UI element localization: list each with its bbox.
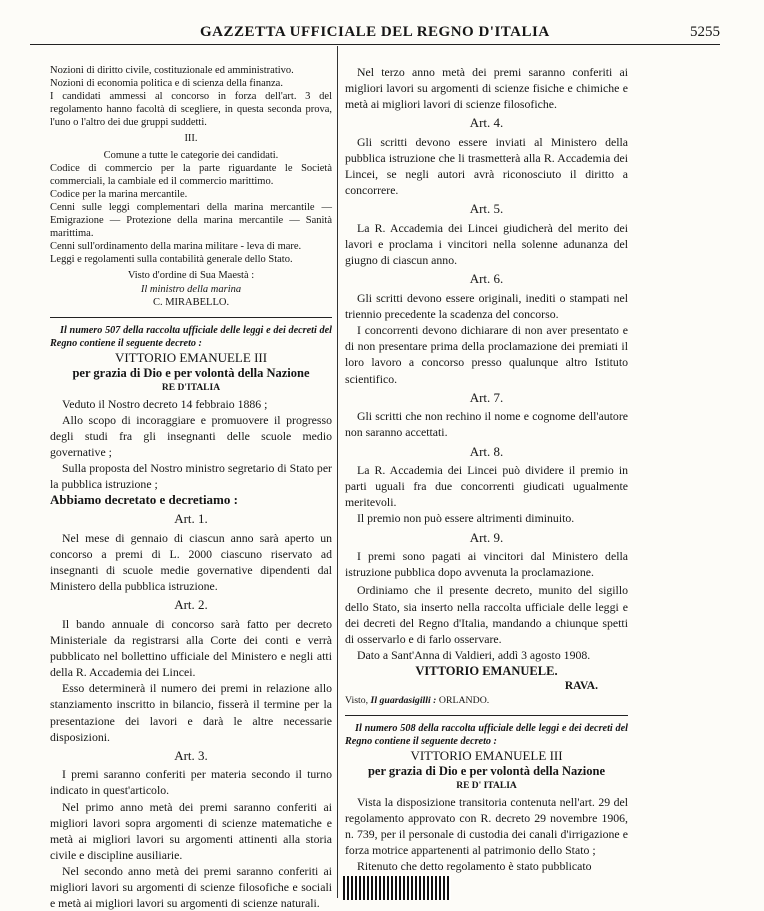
list-item: Cenni sull'ordinamento della marina militare - leva di mare. — [50, 241, 302, 253]
article-text: Nel mese di gennaio di ciascun anno sarà aperto un concorso a premi di L. 2000 ciascuno riservato ad insegnanti di scuole medie governative dipendenti dal Ministero della pubblica istruzione. — [50, 530, 332, 594]
paragraph: Vista la disposizione transitoria contenuta nell'art. 29 del regolamento approvato con R. decreto 29 novembre 1906, n. 739, per il personale di custodia dei canali d'irrigazione e forza motrice appartenenti al patrimonio dello Stato ; — [345, 794, 628, 858]
article-heading: Art. 3. — [174, 747, 208, 763]
article-heading: Art. 1. — [174, 511, 208, 527]
column-divider — [337, 46, 338, 898]
article-text: Nel secondo anno metà dei premi saranno conferiti ai migliori lavori su argomenti di scienze filosofiche e sociali e metà ai migliori lavori su argomenti di scienze naturali. — [50, 863, 332, 911]
list-item: Codice per la marina mercantile. — [50, 188, 188, 200]
print-artifact — [343, 876, 451, 900]
page-number: 5255 — [690, 24, 720, 40]
by-grace-line: per grazia di Dio e per volontà della Nazione — [72, 366, 310, 381]
king-name: VITTORIO EMANUELE III — [114, 350, 268, 366]
king-of-italy: RE D' ITALIA — [456, 780, 517, 791]
article-text: I premi saranno conferiti per materia secondo il turno indicato in quest'articolo. — [50, 767, 332, 798]
rava-signature: RAVA. — [564, 679, 598, 692]
article-heading: Art. 7. — [469, 389, 504, 405]
article-heading: Art. 8. — [469, 443, 504, 459]
signature: C. MIRABELLO. — [152, 296, 230, 308]
paragraph: Ritenuto che detto regolamento è stato pubblicato — [357, 859, 592, 874]
separator — [345, 715, 628, 716]
list-item: Nozioni di diritto civile, costituzionale ed amministrativo. — [50, 65, 294, 76]
section-number: III. — [184, 133, 198, 145]
orlando-signature: ORLANDO. — [438, 694, 490, 706]
article-text: Gli scritti devono essere originali, inediti o stampati nel triennio precedente la scadenza del concorso. — [345, 291, 628, 322]
gazette-title: GAZZETTA UFFICIALE DEL REGNO D'ITALIA — [200, 24, 550, 40]
preamble-line: Veduto il Nostro decreto 14 febbraio 1886 ; — [62, 396, 268, 411]
list-item: Codice di commercio per la parte riguardante le Società commerciali, la cambiale ed il commercio marittimo. — [50, 162, 332, 187]
preamble-line: Sulla proposta del Nostro ministro segretario di Stato per la pubblica istruzione ; — [50, 460, 332, 492]
guardasigilli-line — [345, 694, 628, 707]
list-item: Leggi e regolamenti sulla contabilità generale dello Stato. — [50, 254, 293, 266]
separator — [50, 317, 332, 318]
article-text: Il bando annuale di concorso sarà fatto per decreto Ministeriale da registrarsi alla Corte dei conti e verrà pubblicato nel bollettino ufficiale del Ministero e negli atti della R. Accademia dei Lincei. — [50, 616, 332, 680]
article-text: Esso determinerà il numero dei premi in relazione allo stanziamento inscritto in bilancio, fisserà il termine per la presentazione dei lavori e darà le altre necessarie disposizioni. — [50, 681, 332, 744]
king-signature: VITTORIO EMANUELE. — [415, 663, 558, 678]
left-column — [50, 64, 332, 911]
article-text: I concorrenti devono dichiarare di non aver presentato e di non presentare prima della proclamazione dei premiati il loro lavoro a concorso presso qualunque altro Istituto scientifico. — [345, 323, 628, 386]
minister-title: Il ministro della marina — [140, 283, 242, 295]
article-text: Nel terzo anno metà dei premi saranno conferiti ai migliori lavori su argomenti di scienze fisiche e chimiche e metà ai migliori lavori di scienze filosofiche. — [345, 65, 628, 112]
decreed-line: Abbiamo decretato e decretiamo : — [50, 492, 238, 508]
section-heading: Comune a tutte le categorie dei candidati. — [103, 149, 279, 161]
preamble-line: Allo scopo di incoraggiare e promuovere il progresso degli studi fra gli insegnanti delle scuole medio governative ; — [50, 412, 332, 459]
article-text: La R. Accademia dei Lincei giudicherà del merito dei lavori e proclama i vincitori nella solenne adunanza del giugno di ciascun anno. — [345, 221, 628, 268]
ordiniamo-paragraph: Ordiniamo che il presente decreto, munito del sigillo dello Stato, sia inserto nella raccolta ufficiale delle leggi e dei decreti del Regno d'Italia, mandando a chiunque spetti di osservarlo e di farlo osservare. — [345, 583, 628, 646]
visto-line: Visto d'ordine di Sua Maestà : — [127, 270, 255, 282]
by-grace-line: per grazia di Dio e per volontà della Nazione — [367, 764, 606, 779]
paragraph: I candidati ammessi al concorso in forza dell'art. 3 del regolamento hanno facoltà di scegliere, in questa seconda prova, l'uno o l'altro dei due gruppi suddetti. — [50, 91, 332, 129]
article-heading: Art. 6. — [469, 271, 504, 287]
article-text: La R. Accademia dei Lincei può dividere il premio in parti uguali fra due concorrenti giudicati ugualmente meritevoli. — [345, 463, 628, 510]
article-text: Nel primo anno metà dei premi saranno conferiti ai migliori lavori sopra argomenti di scienze matematiche e metà ai migliori lavori su argomenti attinenti alla storia civile e discipline ausiliarie. — [50, 799, 332, 862]
guardasigilli-title: Il guardasigilli : — [370, 694, 437, 706]
list-item: Cenni sulle leggi complementari della marina mercantile — Emigrazione — Protezione della marina mercantile — Sanità marittima. — [50, 201, 332, 240]
date-line: Dato a Sant'Anna di Valdieri, addì 3 agosto 1908. — [357, 647, 591, 662]
article-text: Gli scritti devono essere inviati al Ministero della pubblica istruzione che li trasmetterà alla R. Accademia dei Lincei, se negli autori avrà riconosciuto il diritto a concorrere. — [345, 134, 628, 198]
king-name: VITTORIO EMANUELE III — [410, 748, 563, 764]
article-heading: Art. 4. — [469, 115, 504, 131]
article-text: I premi sono pagati ai vincitori dal Ministero della istruzione pubblica dopo avvenuta la proclamazione. — [345, 549, 628, 580]
article-text: Gli scritti che non rechino il nome e cognome dell'autore non saranno accettati. — [345, 409, 628, 440]
article-text: Il premio non può essere altrimenti diminuito. — [357, 511, 575, 526]
list-item: Nozioni di economia politica e di scienza della finanza. — [50, 78, 283, 90]
decree-intro: Il numero 507 della raccolta ufficiale delle leggi e dei decreti del Regno contiene il seguente decreto : — [50, 324, 332, 349]
page-header — [30, 22, 720, 45]
article-heading: Art. 9. — [469, 529, 504, 545]
right-column — [345, 64, 628, 874]
visto-prefix: Visto, — [345, 694, 369, 706]
decree-intro: Il numero 508 della raccolta ufficiale delle leggi e dei decreti del Regno contiene il seguente decreto : — [345, 722, 628, 748]
article-heading: Art. 5. — [469, 201, 504, 217]
king-of-italy: RE D'ITALIA — [161, 382, 221, 393]
article-heading: Art. 2. — [174, 597, 208, 613]
